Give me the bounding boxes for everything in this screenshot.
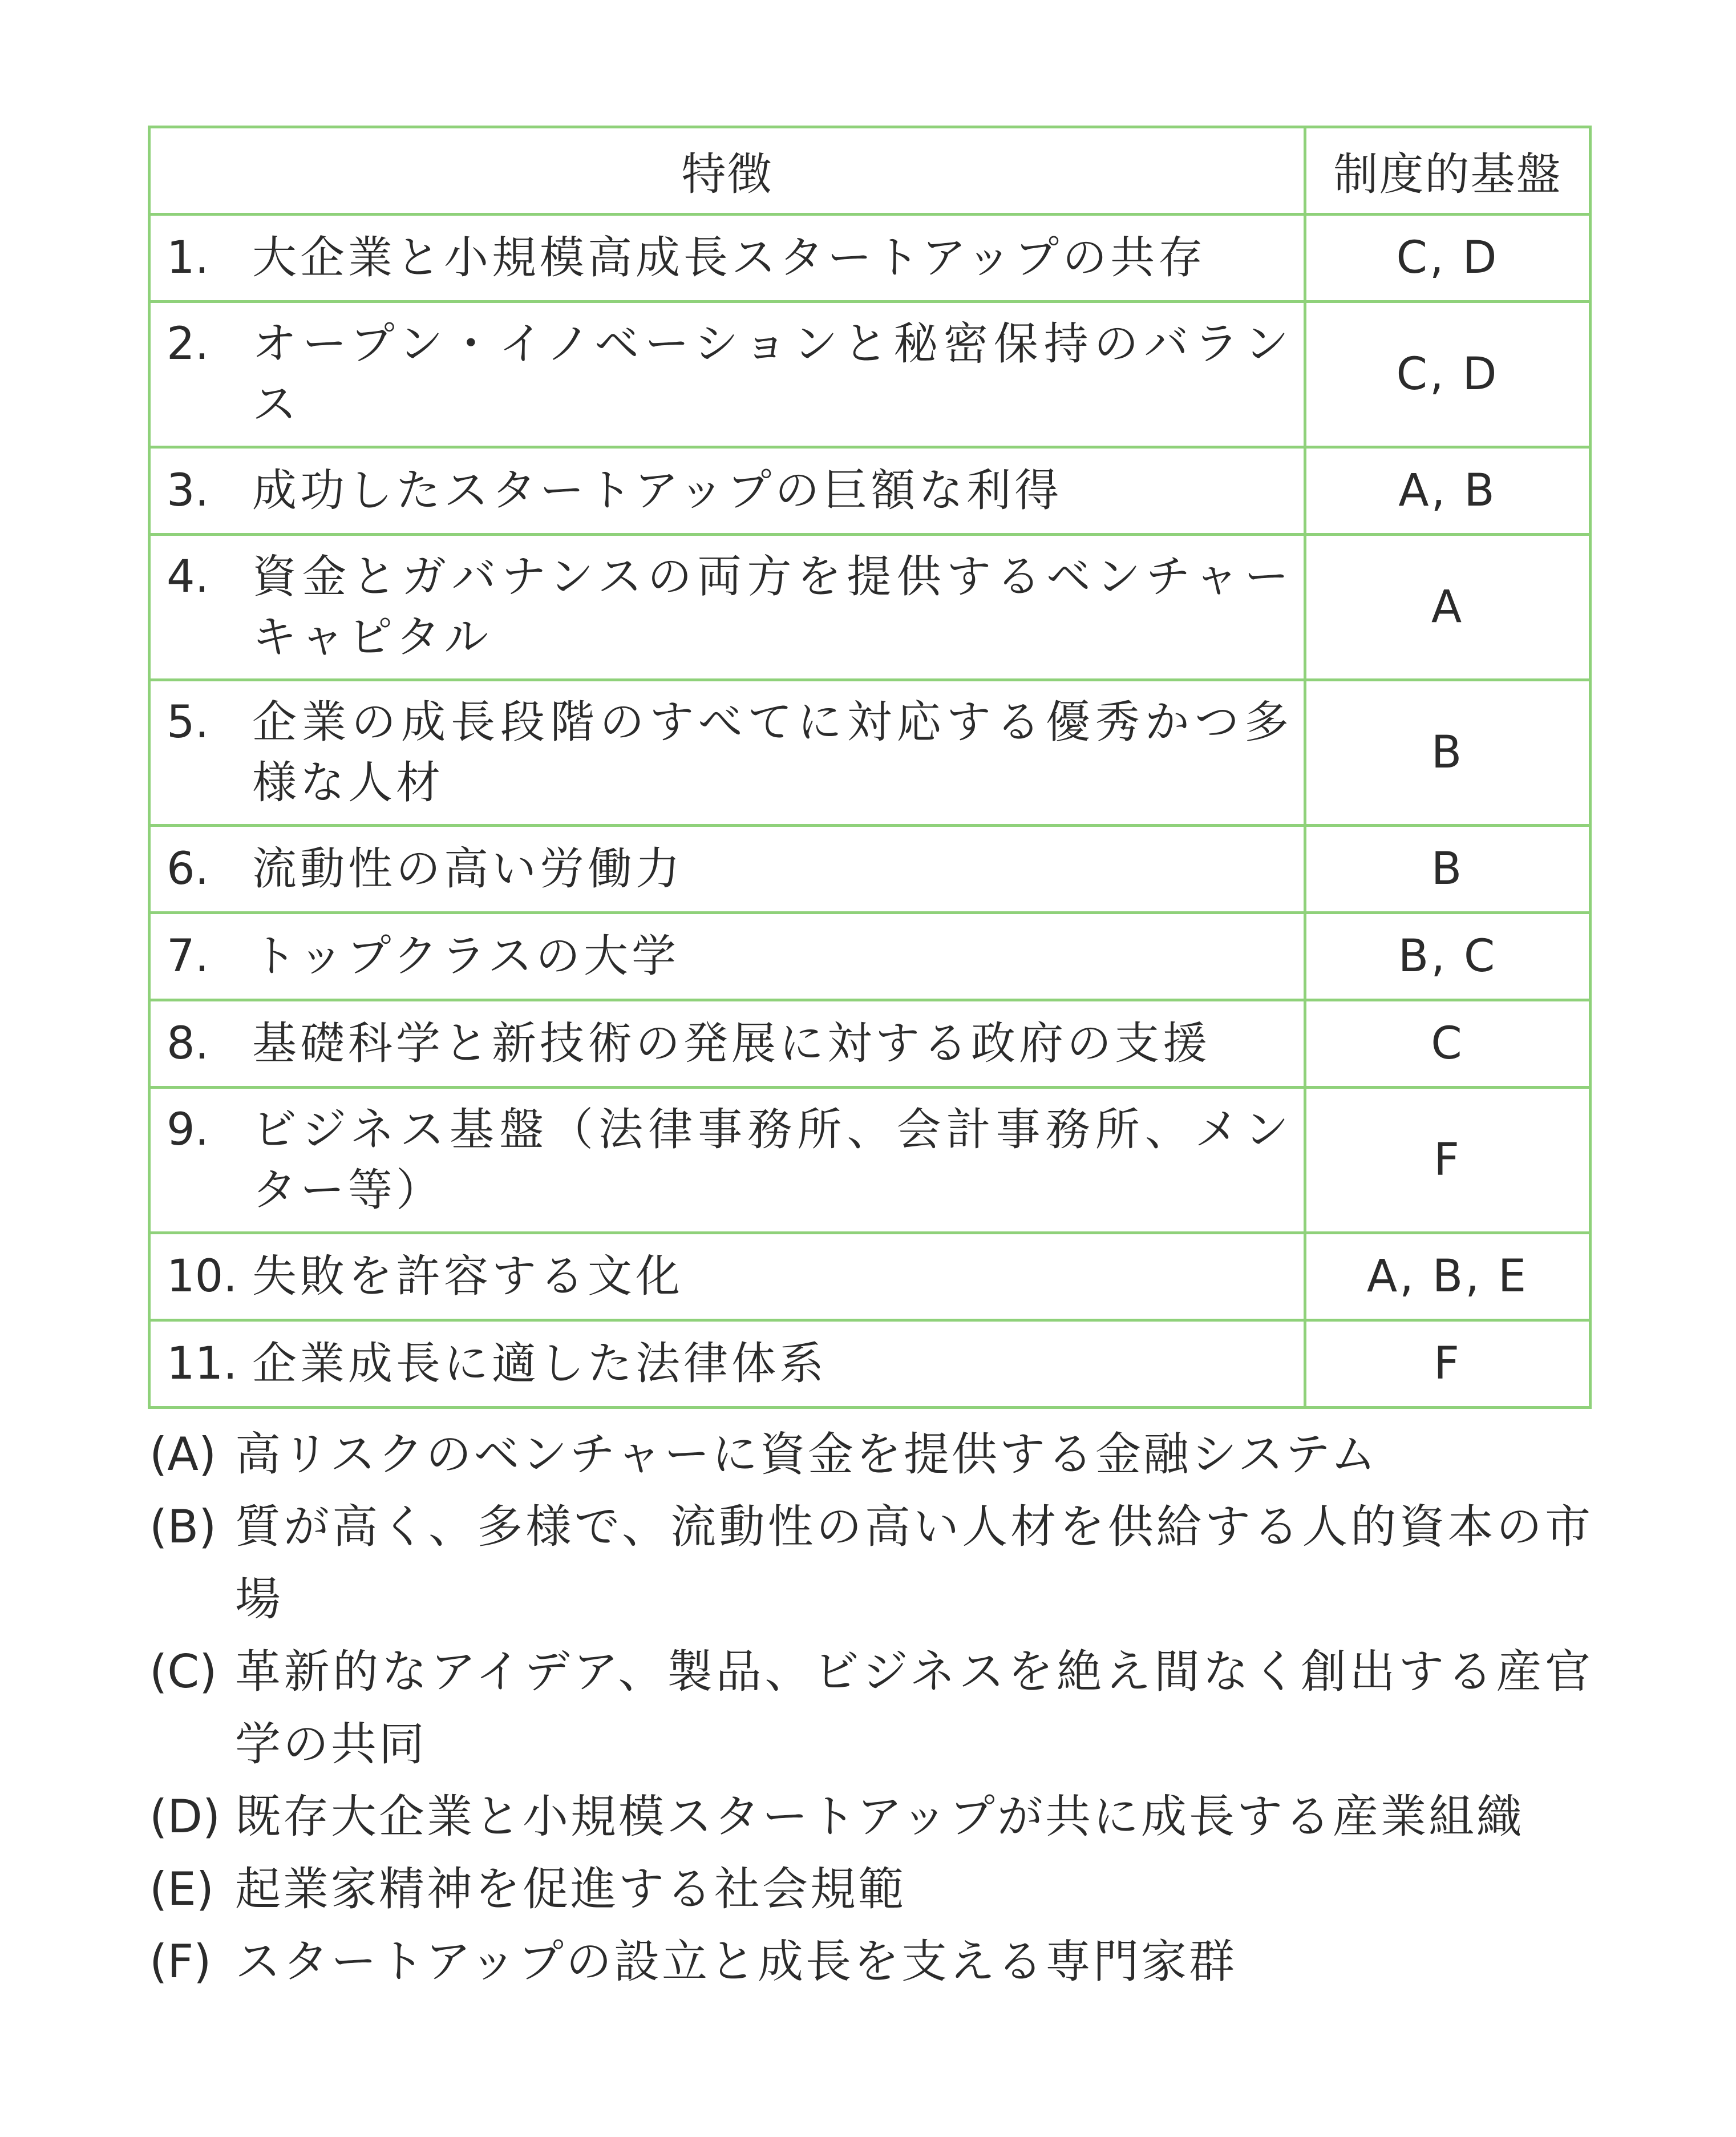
basis-cell: B (1305, 680, 1591, 826)
table-row (149, 1088, 1591, 1233)
table-row (149, 1000, 1591, 1088)
legend-key: (B) (149, 1500, 217, 1553)
table-header-row (149, 127, 1591, 215)
legend-key: (E) (149, 1863, 214, 1916)
row-number: 11. (167, 1338, 238, 1389)
row-number: 8. (167, 1018, 209, 1069)
row-number: 9. (167, 1104, 209, 1156)
legend-key: (D) (149, 1790, 221, 1843)
legend-item (149, 1780, 1593, 1853)
feature-text: 大企業と小規模高成長スタートアップの共存 (252, 232, 1207, 284)
feature-cell (149, 680, 1305, 826)
feature-cell (149, 535, 1305, 680)
table-row (149, 535, 1591, 680)
basis-cell: F (1305, 1320, 1591, 1408)
table-row (149, 1320, 1591, 1408)
feature-cell (149, 1000, 1305, 1088)
feature-text: 失敗を許容する文化 (252, 1251, 684, 1302)
feature-text: オープン・イノベーションと秘密保持のバランス (252, 318, 1292, 430)
table-row (149, 302, 1591, 447)
legend-item (149, 1925, 1593, 1998)
header-basis: 制度的基盤 (1305, 127, 1591, 215)
basis-cell: C (1305, 1000, 1591, 1088)
legend-text: 質が高く、多様で、流動性の高い人材を供給する人的資本の市場 (235, 1500, 1593, 1626)
feature-text: 基礎科学と新技術の発展に対する政府の支援 (252, 1018, 1211, 1069)
feature-cell (149, 215, 1305, 302)
basis-cell: A, B (1305, 447, 1591, 535)
feature-text: 企業の成長段階のすべてに対応する優秀かつ多様な人材 (252, 697, 1292, 809)
feature-text: 企業成長に適した法律体系 (252, 1338, 828, 1389)
table-row (149, 826, 1591, 913)
table-row (149, 215, 1591, 302)
row-number: 4. (167, 551, 209, 603)
table-row (149, 680, 1591, 826)
basis-cell: B, C (1305, 913, 1591, 1000)
legend-text: 既存大企業と小規模スタートアップが共に成長する産業組織 (235, 1790, 1524, 1843)
row-number: 1. (167, 232, 209, 284)
table-row (149, 447, 1591, 535)
institutional-basis-legend (149, 1418, 1593, 1998)
legend-item (149, 1853, 1593, 1925)
legend-item (149, 1490, 1593, 1635)
header-feature: 特徴 (149, 127, 1305, 215)
basis-cell: B (1305, 826, 1591, 913)
row-number: 7. (167, 931, 209, 982)
feature-text: ビジネス基盤（法律事務所、会計事務所、メンター等） (252, 1104, 1292, 1216)
feature-cell (149, 447, 1305, 535)
feature-cell (149, 1088, 1305, 1233)
basis-cell: C, D (1305, 302, 1591, 447)
feature-text: トップクラスの大学 (252, 931, 679, 982)
feature-cell (149, 302, 1305, 447)
row-number: 10. (167, 1251, 238, 1302)
table-row (149, 1233, 1591, 1320)
features-table (148, 126, 1592, 1409)
feature-cell (149, 913, 1305, 1000)
row-number: 3. (167, 465, 209, 516)
row-number: 6. (167, 843, 209, 895)
legend-text: 高リスクのベンチャーに資金を提供する金融システム (235, 1428, 1378, 1481)
basis-cell: A (1305, 535, 1591, 680)
basis-cell: F (1305, 1088, 1591, 1233)
feature-text: 流動性の高い労働力 (252, 843, 684, 895)
legend-key: (F) (149, 1935, 212, 1988)
table-row (149, 913, 1591, 1000)
legend-item (149, 1635, 1593, 1780)
feature-text: 成功したスタートアップの巨額な利得 (252, 465, 1063, 516)
legend-key: (C) (149, 1645, 217, 1698)
legend-text: 起業家精神を促進する社会規範 (235, 1863, 906, 1916)
row-number: 2. (167, 318, 209, 370)
basis-cell: C, D (1305, 215, 1591, 302)
feature-cell (149, 1320, 1305, 1408)
feature-text: 資金とガバナンスの両方を提供するベンチャーキャピタル (252, 551, 1292, 663)
legend-key: (A) (149, 1428, 217, 1481)
row-number: 5. (167, 697, 209, 748)
basis-cell: A, B, E (1305, 1233, 1591, 1320)
legend-text: 革新的なアイデア、製品、ビジネスを絶え間なく創出する産官学の共同 (235, 1645, 1593, 1771)
legend-item (149, 1418, 1593, 1490)
feature-cell (149, 826, 1305, 913)
legend-text: スタートアップの設立と成長を支える専門家群 (235, 1935, 1237, 1988)
feature-cell (149, 1233, 1305, 1320)
